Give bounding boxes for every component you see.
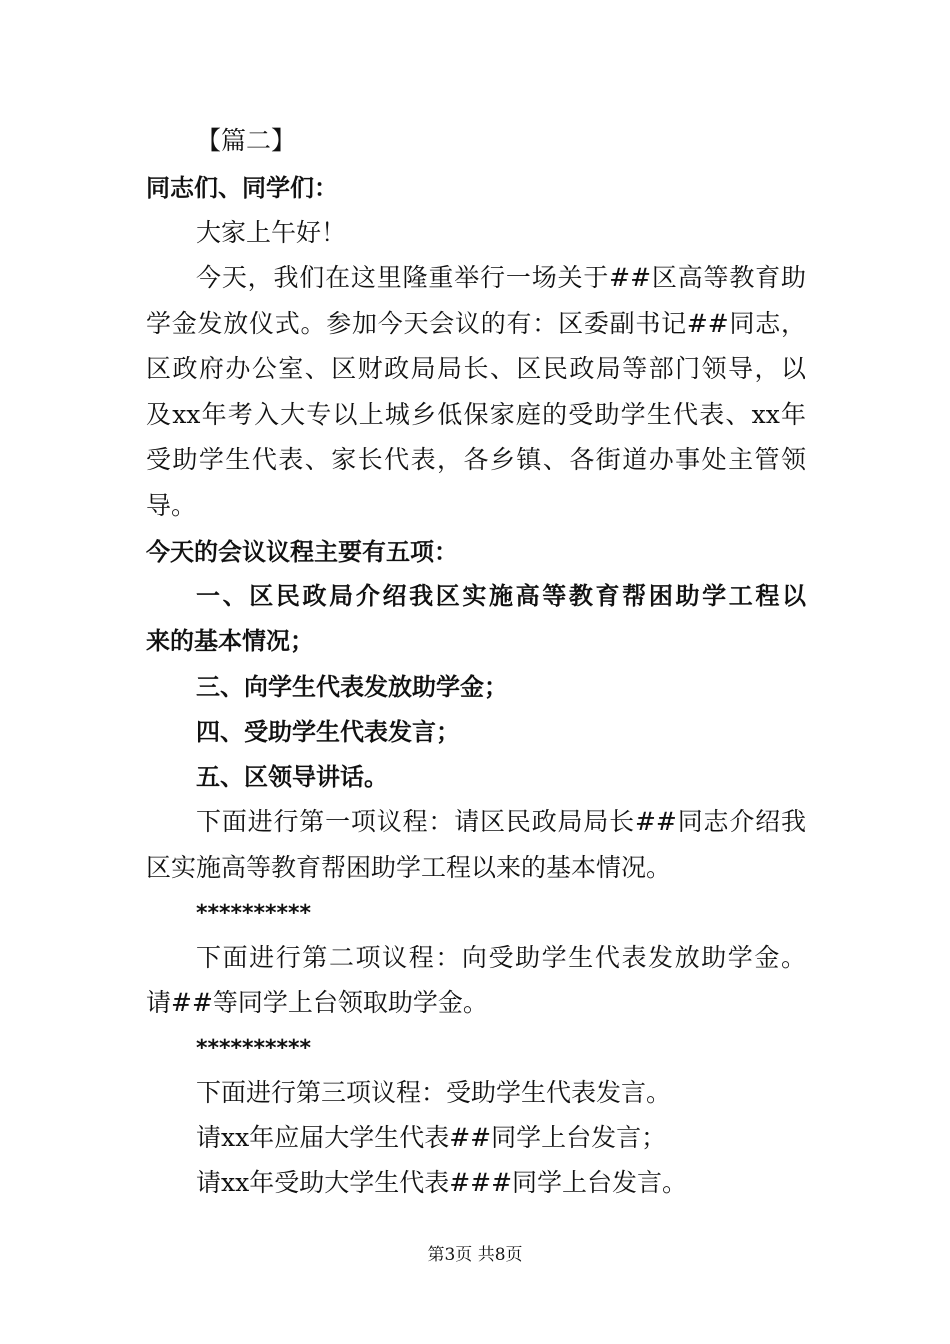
agenda-item-3: 三、向学生代表发放助学金；: [196, 673, 508, 701]
page-footer: 第3页 共8页: [427, 1245, 523, 1265]
separator-2: **********: [196, 1036, 312, 1061]
agenda-heading: 今天的会议议程主要有五项：: [146, 538, 458, 566]
agenda-item-1-line-1: 一、区民政局介绍我区实施高等教育帮困助学工程以: [196, 582, 806, 610]
step-2-line-1: 下面进行第二项议程：向受助学生代表发放助学金。: [196, 943, 806, 972]
step-1-line-2: 区实施高等教育帮困助学工程以来的基本情况。: [146, 853, 672, 882]
step-2-line-2: 请##等同学上台领取助学金。: [146, 988, 488, 1017]
step-1-line-1: 下面进行第一项议程：请区民政局局长##同志介绍我: [196, 807, 806, 836]
agenda-item-4: 四、受助学生代表发言；: [196, 718, 460, 746]
speaker-1: 请xx年应届大学生代表##同学上台发言；: [196, 1123, 667, 1152]
salutation: 同志们、同学们：: [146, 174, 338, 202]
intro-line-3: 区政府办公室、区财政局局长、区民政局等部门领导，以: [146, 354, 806, 383]
intro-line-2: 学金发放仪式。参加今天会议的有：区委副书记##同志，: [146, 309, 806, 338]
intro-line-4: 及xx年考入大专以上城乡低保家庭的受助学生代表、xx年: [146, 400, 806, 429]
agenda-item-1-line-2: 来的基本情况；: [146, 627, 314, 655]
intro-line-6: 导。: [146, 491, 197, 520]
intro-line-1: 今天，我们在这里隆重举行一场关于##区高等教育助: [196, 263, 806, 292]
speaker-2: 请xx年受助大学生代表###同学上台发言。: [196, 1168, 688, 1197]
agenda-item-5: 五、区领导讲话。: [196, 763, 388, 791]
greeting: 大家上午好！: [196, 218, 347, 247]
intro-line-5: 受助学生代表、家长代表，各乡镇、各街道办事处主管领: [146, 445, 806, 474]
section-heading: 【篇二】: [196, 126, 297, 155]
separator-1: **********: [196, 901, 312, 926]
step-3: 下面进行第三项议程：受助学生代表发言。: [196, 1078, 672, 1107]
